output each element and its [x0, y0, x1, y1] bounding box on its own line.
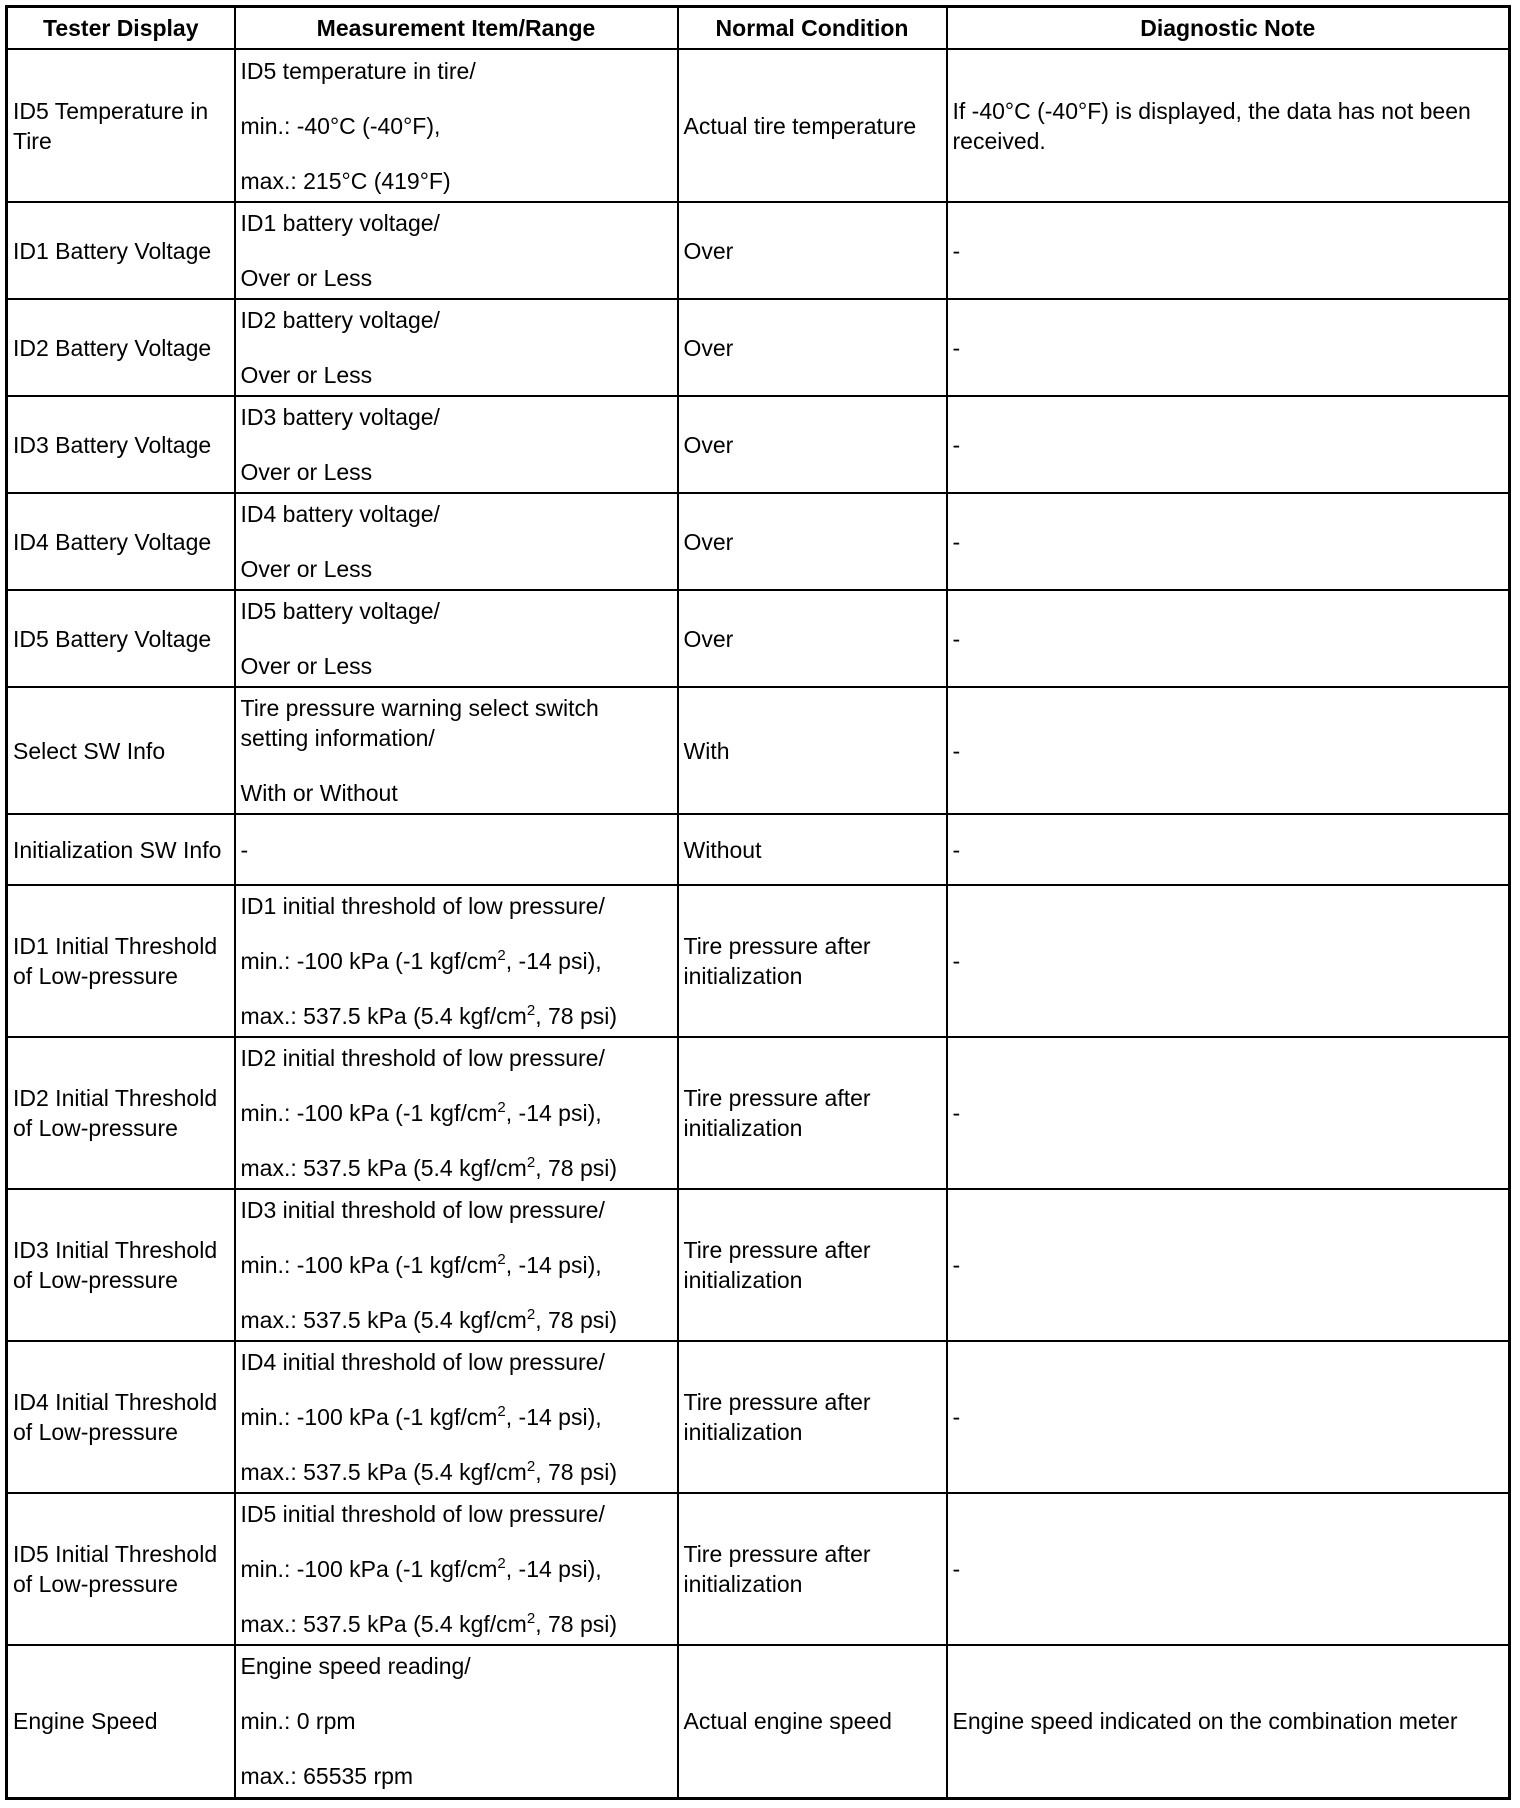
diagnostic-note-cell: - [947, 1037, 1510, 1189]
normal-condition-cell: Tire pressure after initialization [678, 885, 947, 1037]
range-cell [235, 1189, 678, 1341]
table-row [7, 202, 1510, 299]
document-page [5, 5, 1511, 1800]
table-row [7, 590, 1510, 687]
normal-condition-cell: Tire pressure after initialization [678, 1037, 947, 1189]
range-cell [235, 202, 678, 299]
tester-display-cell: ID3 Initial Threshold of Low-pressure [7, 1189, 235, 1341]
diagnostic-note-cell: - [947, 396, 1510, 493]
range-line: min.: 0 rpm [240, 1708, 356, 1735]
diagnostic-note-cell: - [947, 1493, 1510, 1645]
range-line: ID1 battery voltage/ [240, 210, 440, 236]
range-cell [235, 1037, 678, 1189]
range-cell [235, 49, 678, 202]
diagnostic-note-cell: Engine speed indicated on the combination meter [947, 1645, 1510, 1798]
range-line: ID3 battery voltage/ [240, 404, 440, 430]
range-line: Over or Less [240, 556, 373, 582]
range-line: Over or Less [240, 362, 373, 388]
diagnostic-note-cell: - [947, 299, 1510, 396]
range-line: Over or Less [240, 653, 373, 679]
header-measurement-item-range: Measurement Item/Range [235, 7, 678, 50]
tester-display-cell: Initialization SW Info [7, 814, 235, 885]
normal-condition-cell: Over [678, 493, 947, 590]
diagnostic-note-cell: - [947, 1341, 1510, 1493]
diagnostic-note-cell: If -40°C (-40°F) is displayed, the data has not been received. [947, 49, 1510, 202]
range-line: Tire pressure warning select switch setting information/ [240, 695, 599, 751]
normal-condition-cell: Tire pressure after initialization [678, 1341, 947, 1493]
tester-display-cell: ID5 Battery Voltage [7, 590, 235, 687]
table-row [7, 49, 1510, 202]
diagnostic-note-cell: - [947, 202, 1510, 299]
range-line: - [240, 836, 249, 863]
range-line: ID4 battery voltage/ [240, 501, 440, 527]
range-cell [235, 687, 678, 814]
normal-condition-cell: With [678, 687, 947, 814]
header-normal-condition: Normal Condition [678, 7, 947, 50]
range-cell [235, 396, 678, 493]
data-list-table [5, 5, 1511, 1800]
table-row [7, 1037, 1510, 1189]
normal-condition-cell: Tire pressure after initialization [678, 1493, 947, 1645]
table-row [7, 1645, 1510, 1798]
range-line: min.: -100 kPa (-1 kgf/$cm^2$, -14 psi), [240, 1555, 602, 1582]
range-cell [235, 1645, 678, 1798]
range-line: With or Without [240, 780, 398, 806]
tester-display-cell: ID4 Initial Threshold of Low-pressure [7, 1341, 235, 1493]
range-line: min.: -40°C (-40°F), [240, 112, 441, 139]
table-row [7, 1341, 1510, 1493]
range-line: ID5 temperature in tire/ [240, 57, 476, 84]
diagnostic-note-cell: - [947, 493, 1510, 590]
diagnostic-note-cell: - [947, 687, 1510, 814]
normal-condition-cell: Over [678, 590, 947, 687]
range-line: ID2 battery voltage/ [240, 307, 440, 333]
table-row [7, 885, 1510, 1037]
range-cell [235, 1493, 678, 1645]
table-header-row [7, 7, 1510, 50]
normal-condition-cell: Tire pressure after initialization [678, 1189, 947, 1341]
normal-condition-cell: Over [678, 396, 947, 493]
range-line: Over or Less [240, 459, 373, 485]
range-line: max.: 65535 rpm [240, 1763, 414, 1790]
range-cell [235, 590, 678, 687]
normal-condition-cell: Over [678, 299, 947, 396]
header-diagnostic-note: Diagnostic Note [947, 7, 1510, 50]
diagnostic-note-cell: - [947, 590, 1510, 687]
range-line: min.: -100 kPa (-1 kgf/$cm^2$, -14 psi), [240, 1251, 602, 1278]
range-line: max.: 537.5 kPa (5.4 kgf/$cm^2$, 78 psi) [240, 1154, 618, 1181]
range-line: min.: -100 kPa (-1 kgf/$cm^2$, -14 psi), [240, 947, 602, 974]
tester-display-cell: Select SW Info [7, 687, 235, 814]
table-row [7, 1493, 1510, 1645]
range-line: ID1 initial threshold of low pressure/ [240, 893, 605, 919]
range-line: Over or Less [240, 265, 373, 291]
range-line: max.: 537.5 kPa (5.4 kgf/$cm^2$, 78 psi) [240, 1458, 618, 1485]
range-line: ID3 initial threshold of low pressure/ [240, 1197, 605, 1223]
normal-condition-cell: Without [678, 814, 947, 885]
diagnostic-note-cell: - [947, 1189, 1510, 1341]
normal-condition-cell: Actual engine speed [678, 1645, 947, 1798]
tester-display-cell: ID1 Battery Voltage [7, 202, 235, 299]
tester-display-cell: ID1 Initial Threshold of Low-pressure [7, 885, 235, 1037]
tester-display-cell: ID3 Battery Voltage [7, 396, 235, 493]
range-line: max.: 537.5 kPa (5.4 kgf/$cm^2$, 78 psi) [240, 1002, 618, 1029]
range-line: min.: -100 kPa (-1 kgf/$cm^2$, -14 psi), [240, 1403, 602, 1430]
tester-display-cell: ID5 Temperature in Tire [7, 49, 235, 202]
diagnostic-note-cell: - [947, 885, 1510, 1037]
table-row [7, 687, 1510, 814]
range-cell [235, 885, 678, 1037]
range-line: ID2 initial threshold of low pressure/ [240, 1045, 605, 1071]
range-line: max.: 537.5 kPa (5.4 kgf/$cm^2$, 78 psi) [240, 1306, 618, 1333]
table-row [7, 814, 1510, 885]
range-line: ID5 battery voltage/ [240, 598, 440, 624]
table-row [7, 1189, 1510, 1341]
range-line: max.: 537.5 kPa (5.4 kgf/$cm^2$, 78 psi) [240, 1610, 618, 1637]
range-line: Engine speed reading/ [240, 1653, 471, 1680]
table-row [7, 396, 1510, 493]
range-line: ID5 initial threshold of low pressure/ [240, 1501, 605, 1527]
header-tester-display: Tester Display [7, 7, 235, 50]
range-cell [235, 299, 678, 396]
tester-display-cell: ID2 Initial Threshold of Low-pressure [7, 1037, 235, 1189]
table-row [7, 299, 1510, 396]
tester-display-cell: ID4 Battery Voltage [7, 493, 235, 590]
range-cell [235, 814, 678, 885]
range-line: min.: -100 kPa (-1 kgf/$cm^2$, -14 psi), [240, 1099, 602, 1126]
table-row [7, 493, 1510, 590]
normal-condition-cell: Actual tire temperature [678, 49, 947, 202]
range-line: ID4 initial threshold of low pressure/ [240, 1349, 605, 1375]
normal-condition-cell: Over [678, 202, 947, 299]
range-line: max.: 215°C (419°F) [240, 167, 451, 194]
diagnostic-note-cell: - [947, 814, 1510, 885]
tester-display-cell: ID5 Initial Threshold of Low-pressure [7, 1493, 235, 1645]
range-cell [235, 1341, 678, 1493]
tester-display-cell: Engine Speed [7, 1645, 235, 1798]
range-cell [235, 493, 678, 590]
tester-display-cell: ID2 Battery Voltage [7, 299, 235, 396]
